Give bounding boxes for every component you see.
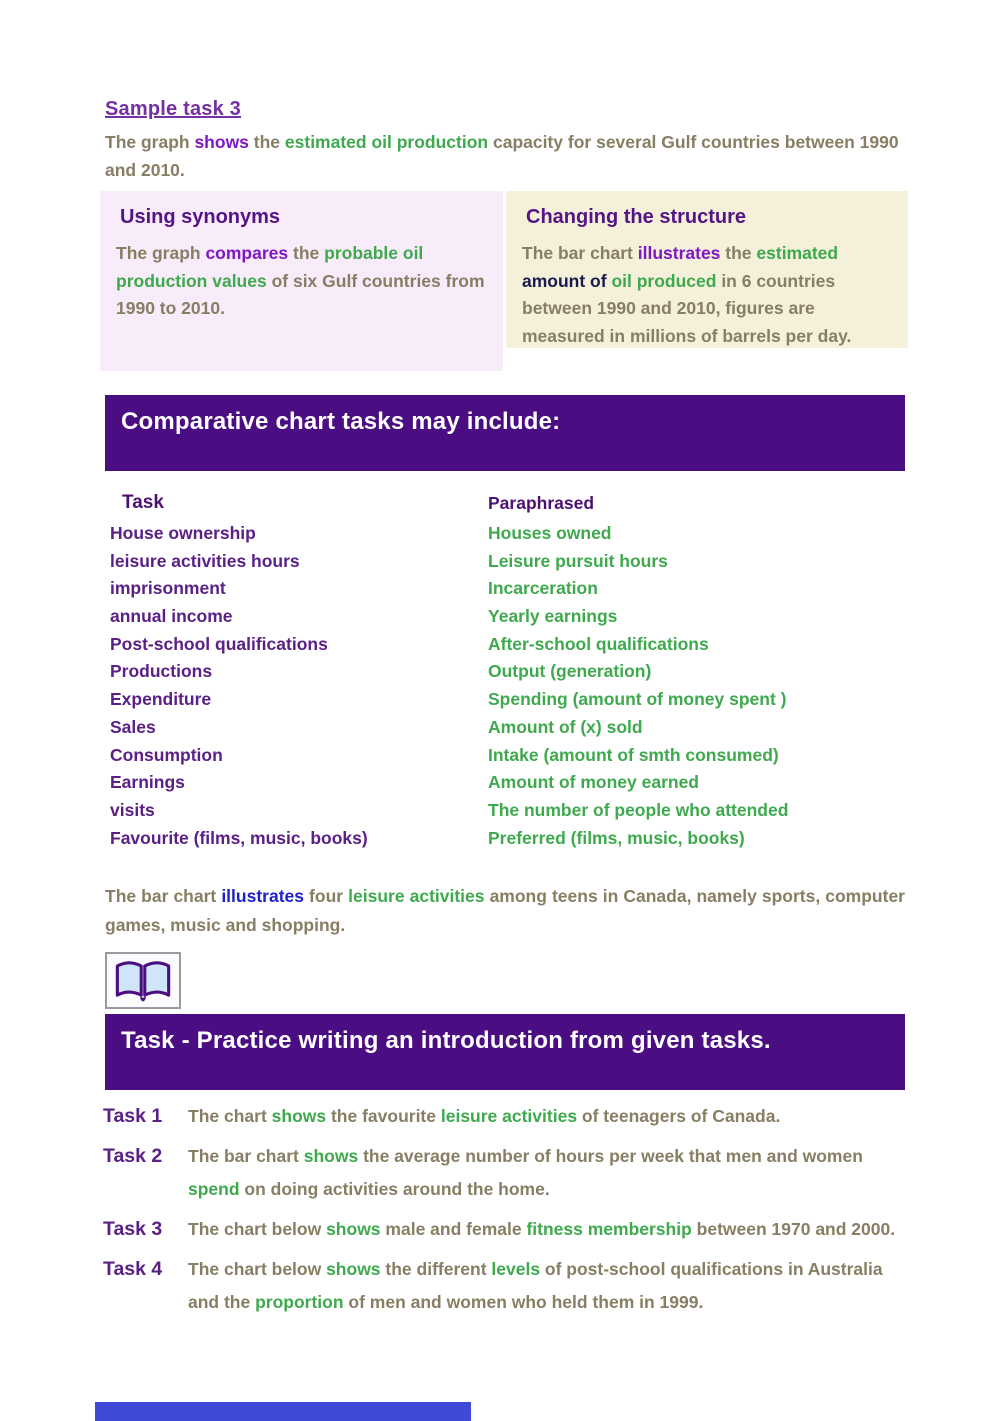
comparative-tasks-banner xyxy=(105,395,905,471)
table-row xyxy=(110,742,909,770)
task-item xyxy=(103,1213,909,1246)
task-item xyxy=(103,1253,909,1319)
task-cell: Earnings xyxy=(110,772,185,793)
synonym-structure-boxes xyxy=(100,191,909,371)
paraphrase-table xyxy=(110,490,909,852)
table-row xyxy=(110,825,909,853)
page-title: Sample task 3 xyxy=(105,98,242,120)
changing-structure-title: Changing the structure xyxy=(526,206,747,228)
task-cell: annual income xyxy=(110,606,233,627)
paraphrase-cell: Preferred (films, music, books) xyxy=(488,827,745,848)
paraphrase-cell: Houses owned xyxy=(488,523,612,543)
task-cell: House ownership xyxy=(110,523,256,543)
using-synonyms-box xyxy=(100,191,503,371)
using-synonyms-body: The graph compares the probable oil production values of six Gulf countries from 1990 to 2010. xyxy=(116,243,485,318)
task-item xyxy=(103,1140,909,1206)
task-label: Task 4 xyxy=(103,1258,163,1281)
table-row xyxy=(110,714,909,742)
open-book-icon xyxy=(105,952,181,1009)
intro-paragraph: The graph shows the estimated oil production capacity for several Gulf countries between 1990 and 2010. xyxy=(105,132,899,180)
paraphrase-table-header xyxy=(110,490,909,520)
task-cell: Sales xyxy=(110,716,156,737)
task-cell: Consumption xyxy=(110,744,223,765)
comparative-tasks-banner-title: Comparative chart tasks may include: xyxy=(121,408,561,435)
task-label: Task 2 xyxy=(103,1145,163,1168)
using-synonyms-title: Using synonyms xyxy=(120,206,281,228)
table-row xyxy=(110,658,909,686)
paraphrase-cell: After-school qualifications xyxy=(488,633,709,654)
task-item xyxy=(103,1100,909,1133)
task-list xyxy=(103,1100,909,1319)
table-row xyxy=(110,603,909,631)
task-description: The chart below shows male and female fitness membership between 1970 and 2000. xyxy=(188,1219,896,1240)
paraphrase-cell: Amount of (x) sold xyxy=(488,716,643,737)
practice-banner xyxy=(105,1014,905,1090)
bottom-partial-banner xyxy=(95,1402,471,1421)
task-description: The bar chart shows the average number of hours per week that men and women spend on doing activities around the home. xyxy=(188,1146,863,1200)
task-description: The chart shows the favourite leisure activities of teenagers of Canada. xyxy=(188,1106,781,1127)
paraphrase-cell: Output (generation) xyxy=(488,661,652,682)
paraphrased-column-header: Paraphrased xyxy=(488,493,595,513)
task-label: Task 3 xyxy=(103,1218,163,1241)
table-row xyxy=(110,631,909,659)
paraphrase-cell: Leisure pursuit hours xyxy=(488,550,668,571)
task-cell: Productions xyxy=(110,661,213,682)
task-column-header: Task xyxy=(122,492,164,513)
table-row xyxy=(110,769,909,797)
task-cell: Post-school qualifications xyxy=(110,633,328,654)
task-description: The chart below shows the different levels of post-school qualifications in Australia and the proportion of men and women who held them in 1999. xyxy=(188,1259,883,1313)
table-row xyxy=(110,548,909,576)
paraphrase-cell: Intake (amount of smth consumed) xyxy=(488,744,779,765)
table-row xyxy=(110,520,909,548)
paraphrase-cell: Incarceration xyxy=(488,578,598,599)
task-cell: Expenditure xyxy=(110,689,212,710)
paraphrase-cell: Yearly earnings xyxy=(488,606,618,627)
task-cell: imprisonment xyxy=(110,578,226,599)
changing-structure-body: The bar chart illustrates the estimated amount of oil produced in 6 countries between 1990 and 2010, figures are measured in millions of barrels per day. xyxy=(522,243,852,346)
table-row xyxy=(110,797,909,825)
task-cell: visits xyxy=(110,799,155,820)
changing-structure-box xyxy=(506,191,908,348)
example-sentence: The bar chart illustrates four leisure activities among teens in Canada, namely sports, computer games, music and shopping. xyxy=(105,886,905,935)
paraphrase-cell: The number of people who attended xyxy=(488,799,789,820)
table-row xyxy=(110,575,909,603)
paraphrase-cell: Amount of money earned xyxy=(488,772,699,793)
practice-banner-title: Task - Practice writing an introduction from given tasks. xyxy=(121,1027,771,1055)
table-row xyxy=(110,686,909,714)
paraphrase-cell: Spending (amount of money spent ) xyxy=(488,689,787,710)
task-label: Task 1 xyxy=(103,1105,163,1128)
task-cell: Favourite (films, music, books) xyxy=(110,827,368,848)
task-cell: leisure activities hours xyxy=(110,550,300,571)
